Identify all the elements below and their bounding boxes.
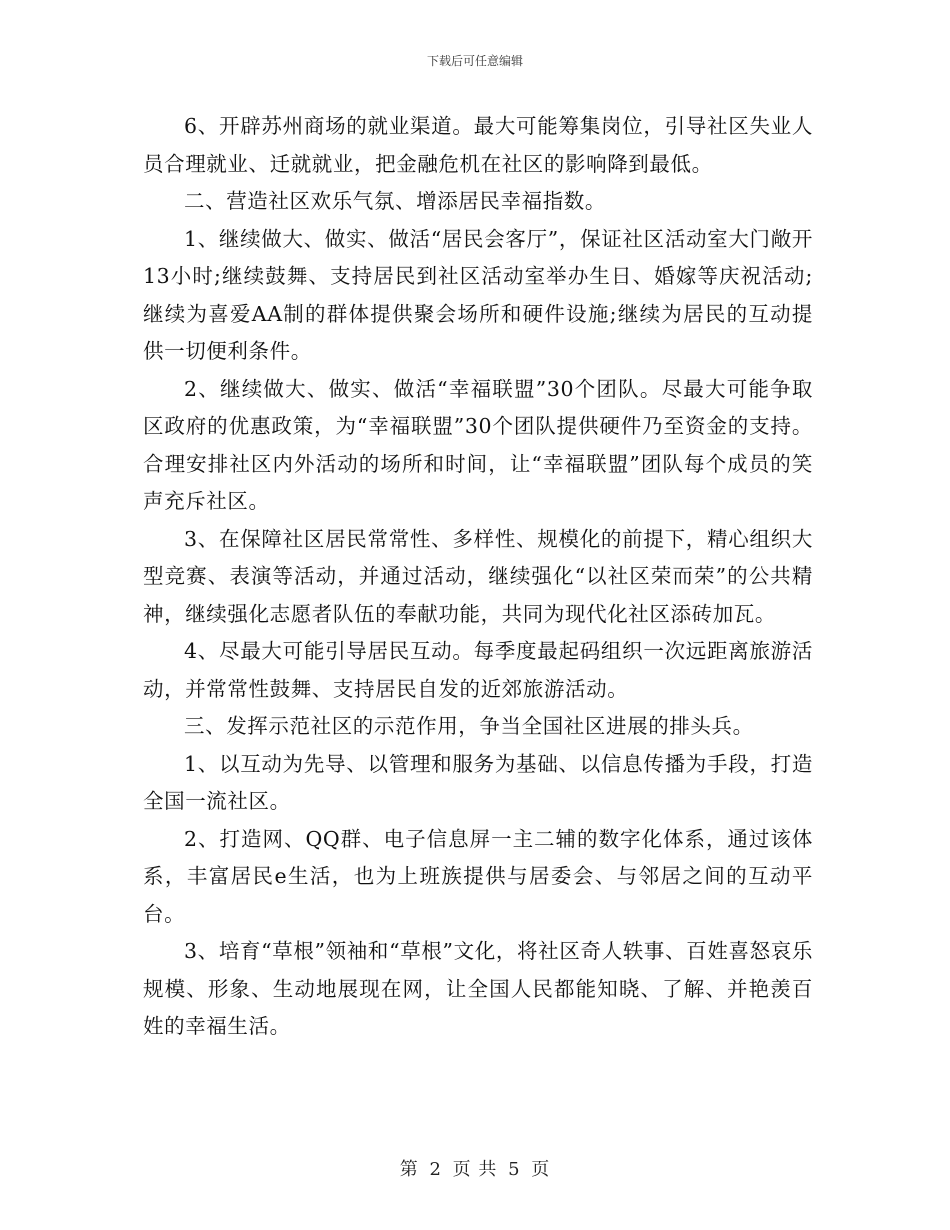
paragraph: 3、在保障社区居民常常性、多样性、规模化的前提下，精心组织大型竞赛、表演等活动，并通过活动，继续强化“以社区荣而荣”的公共精神，继续强化志愿者队伍的奉献功能，共同为现代化社区添砖加瓦。	[143, 526, 813, 626]
document-body	[143, 108, 813, 1046]
footer-total-pages: 5	[508, 1159, 521, 1180]
paragraph: 1、继续做大、做实、做活“居民会客厅”，保证社区活动室大门敞开13小时;继续鼓舞、支持居民到社区活动室举办生日、婚嫁等庆祝活动;继续为喜爱AA制的群体提供聚会场所和硬件设施;继续为居民的互动提供一切便利条件。	[143, 226, 813, 363]
section-heading: 二、营造社区欢乐气氛、增添居民幸福指数。	[184, 189, 606, 213]
paragraph: 4、尽最大可能引导居民互动。每季度最起码组织一次远距离旅游活动，并常常性鼓舞、支持居民自发的近郊旅游活动。	[143, 639, 813, 701]
page-footer	[0, 1155, 950, 1181]
footer-middle: 页 共	[452, 1159, 498, 1180]
paragraph: 2、打造网、QQ群、电子信息屏一主二辅的数字化体系，通过该体系，丰富居民e生活，也为上班族提供与居委会、与邻居之间的互动平台。	[143, 826, 813, 926]
footer-suffix: 页	[531, 1159, 551, 1180]
footer-page-number: 2	[429, 1159, 442, 1180]
paragraph: 1、以互动为先导、以管理和服务为基础、以信息传播为手段，打造全国一流社区。	[143, 751, 813, 813]
page-header-note: 下载后可任意编辑	[426, 54, 523, 68]
section-heading: 三、发挥示范社区的示范作用，争当全国社区进展的排头兵。	[184, 714, 754, 738]
paragraph: 2、继续做大、做实、做活“幸福联盟”30个团队。尽最大可能争取区政府的优惠政策，为“幸福联盟”30个团队提供硬件乃至资金的支持。合理安排社区内外活动的场所和时间，让“幸福联盟”团队每个成员的笑声充斥社区。	[143, 376, 813, 513]
footer-prefix: 第	[399, 1159, 419, 1180]
paragraph: 6、开辟苏州商场的就业渠道。最大可能筹集岗位，引导社区失业人员合理就业、迁就就业，把金融危机在社区的影响降到最低。	[143, 114, 813, 176]
paragraph: 3、培育“草根”领袖和“草根”文化，将社区奇人轶事、百姓喜怒哀乐规模、形象、生动地展现在网，让全国人民都能知晓、了解、并艳羡百姓的幸福生活。	[143, 939, 813, 1038]
